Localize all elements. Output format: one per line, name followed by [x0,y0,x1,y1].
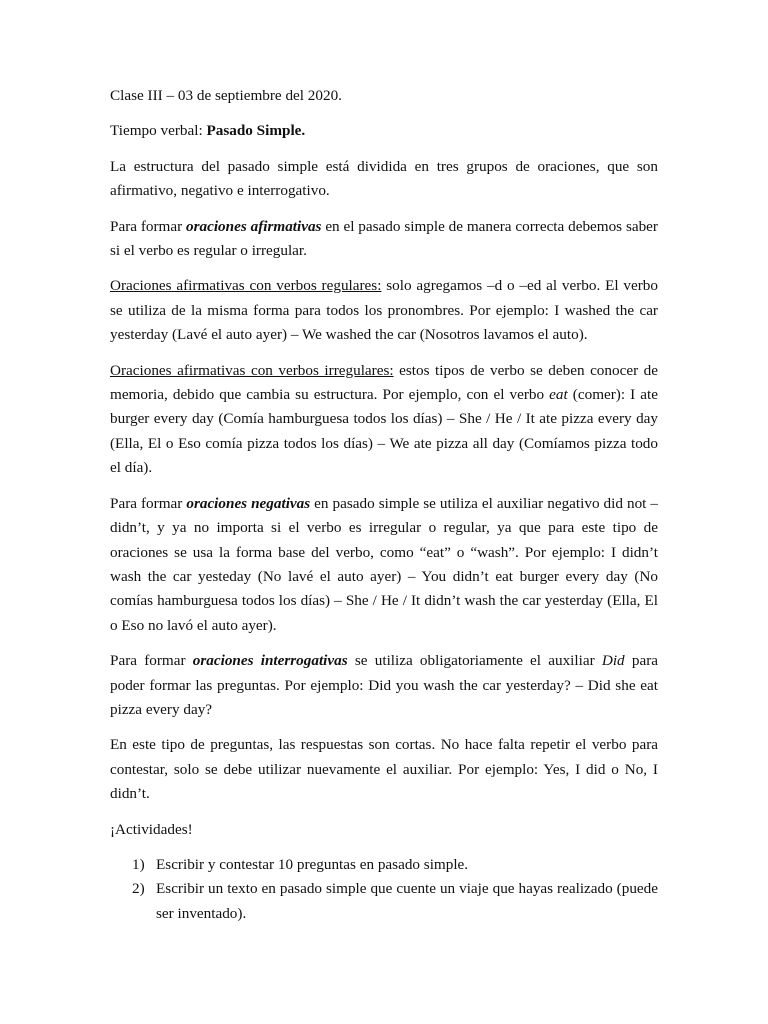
affirmative-paragraph [110,215,658,264]
list-item-text: Escribir un texto en pasado simple que cuente un viaje que hayas realizado (puede ser inventado). [156,880,658,922]
list-item-number: 2) [132,880,145,898]
affirmative-post: en el pasado simple de manera correcta debemos saber si el verbo es regular o irregular. [110,217,658,260]
interrogative-term: oraciones interrogativas [192,652,348,670]
intro-paragraph [110,155,658,204]
interrogative-pre: Para formar [110,652,193,670]
regular-text: solo agregamos –d o –ed al verbo. El verbo se utiliza de la misma forma para todos los pronombres. Por ejemplo: I washed the car yesterday (Lavé el auto ayer) – We washed the car (Nosotros lavamos el auto). [110,277,658,344]
activities-list [110,853,658,926]
irregular-text-1: estos tipos de verbo se deben conocer de memoria, debido que cambia su estructura. Por ejemplo, con el verbo [110,361,659,404]
tense-label: Tiempo verbal: [110,122,207,140]
class-header [110,84,658,108]
irregular-paragraph [110,359,658,481]
negative-paragraph [110,492,658,638]
negative-post: en pasado simple se utiliza el auxiliar negativo did not – didn’t, y ya no importa si el verbo es irregular o regular, ya que para este tipo de oraciones se usa la forma base del verbo, como “eat” o “wash”. Por ejemplo: I didn’t wash the car yesteday (No lavé el auto ayer) – You didn’t eat burger every day (No comías hamburguesa todos los días) – She / He / It didn’t wash the car yesterday (Ella, El o Eso no lavó el auto ayer). [110,494,658,634]
interrogative-mid: se utiliza obligatoriamente el auxiliar [347,652,602,670]
regular-paragraph [110,274,658,347]
affirmative-pre: Para formar [110,217,186,235]
affirmative-term: oraciones afirmativas [186,217,322,235]
interrogative-post: para poder formar las preguntas. Por ejemplo: Did you wash the car yesterday? – Did she eat pizza every day? [110,652,658,718]
activities-title [110,818,658,842]
irregular-text-2: (comer): I ate burger every day (Comía hamburguesa todos los días) – She / He / It ate pizza every day (Ella, El o Eso comía pizza todos los días) – We ate pizza all day (Comíamos pizza todo el día). [110,386,658,477]
negative-term: oraciones negativas [186,494,311,512]
regular-heading: Oraciones afirmativas con verbos regulares: [110,277,382,295]
list-item-number: 1) [132,855,145,873]
tense-line [110,119,658,143]
interrogative-paragraph [110,649,658,722]
answers-paragraph [110,733,658,806]
list-item [110,877,658,926]
activities-title-text: ¡Actividades! [110,820,193,838]
irregular-heading: Oraciones afirmativas con verbos irregulares: [110,361,394,379]
class-header-text: Clase III – 03 de septiembre del 2020. [110,87,342,104]
negative-pre: Para formar [110,494,187,512]
interrogative-aux: Did [601,652,625,670]
intro-text: La estructura del pasado simple está dividida en tres grupos de oraciones, que son afirmativo, negativo e interrogativo. [110,157,658,200]
list-item-text: Escribir y contestar 10 preguntas en pasado simple. [156,855,469,873]
document-body [110,84,658,926]
answers-text: En este tipo de preguntas, las respuestas son cortas. No hace falta repetir el verbo para contestar, solo se debe utilizar nuevamente el auxiliar. Por ejemplo: Yes, I did o No, I didn’t. [110,736,658,803]
tense-value: Pasado Simple. [206,122,306,140]
irregular-verb: eat [549,386,568,404]
list-item [110,853,658,877]
